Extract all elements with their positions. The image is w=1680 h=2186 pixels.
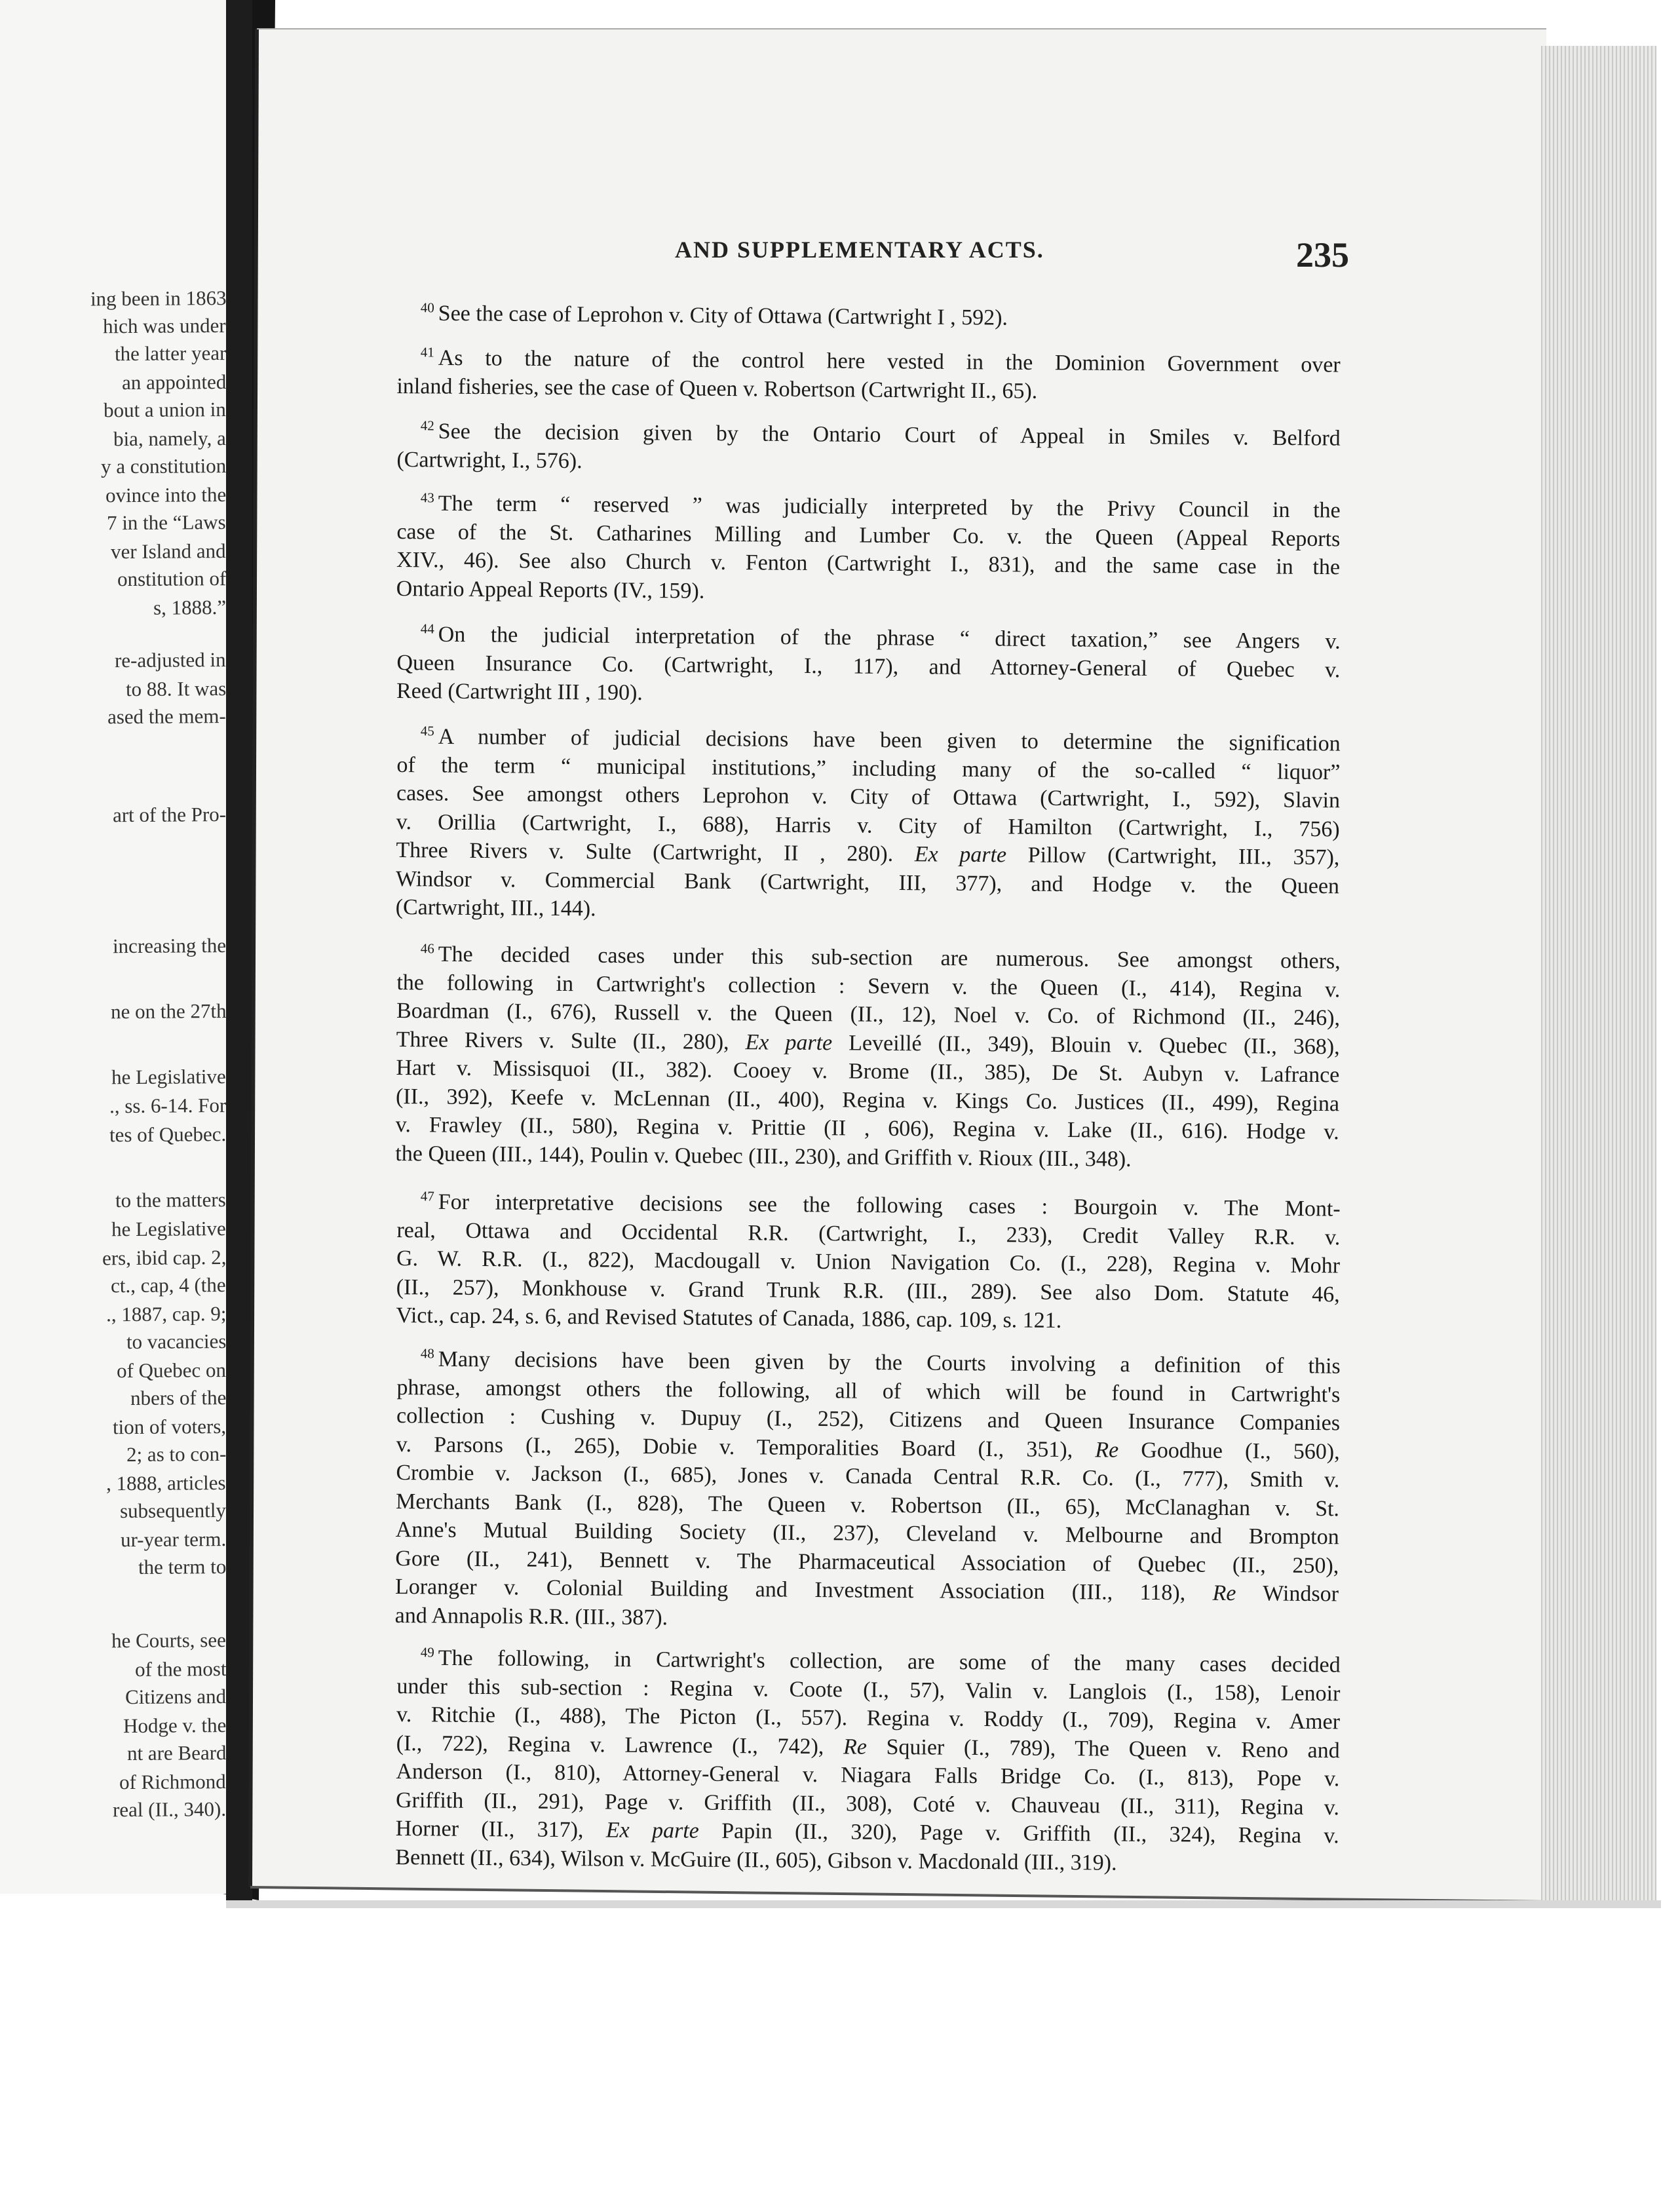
left-page-line: of Richmond	[119, 1770, 226, 1794]
footnote-text: Griffith (II., 291), Page v. Griffith (II., 308), Coté v. Chauveau (II., 311), Regina v.	[395, 1788, 1340, 1820]
left-page-line: real (II., 340).	[112, 1797, 226, 1822]
left-page-line: the latter year	[114, 341, 226, 366]
footnote-text: v. Parsons (I., 265), Dobie v. Temporalities Board (I., 351), Re Goodhue (I., 560),	[396, 1432, 1340, 1465]
footnote-text: Anderson (I., 810), Attorney-General v. Niagara Falls Bridge Co. (I., 813), Pope v.	[396, 1759, 1340, 1792]
footnote-text: Hart v. Missisquoi (II., 382). Cooey v. Brome (II., 385), De St. Aubyn v. Lafrance	[396, 1056, 1340, 1088]
footnote-text: Vict., cap. 24, s. 6, and Revised Statutes of Canada, 1886, cap. 109, s. 121.	[396, 1303, 1062, 1333]
footnote-text: v. Orillia (Cartwright, I., 688), Harris v. City of Hamilton (Cartwright, I., 756)	[396, 809, 1340, 842]
footnote-text: Horner (II., 317), Ex parte Papin (II., 320), Page v. Griffith (II., 324), Regina v.	[395, 1816, 1339, 1849]
left-page-line: tes of Quebec.	[109, 1122, 226, 1147]
footnote-44	[396, 615, 1341, 713]
footnote-text: (II., 392), Keefe v. McLennan (II., 400), Regina v. Kings Co. Justices (II., 499), Regina	[395, 1084, 1340, 1117]
footnote-42	[396, 412, 1341, 482]
left-page-line: hich was under	[103, 314, 226, 338]
footnote-text: case of the St. Catharines Milling and Lumber Co. v. the Queen (Appeal Reports	[396, 519, 1341, 552]
footnote-text: (I., 722), Regina v. Lawrence (I., 742), Re Squier (I., 789), The Queen v. Reno and	[396, 1731, 1340, 1763]
footnote-number: 45	[420, 723, 434, 739]
footnote-text: (Cartwright, I., 576).	[396, 447, 582, 474]
footnote-text: inland fisheries, see the case of Queen v. Robertson (Cartwright II., 65).	[396, 374, 1038, 404]
left-page-line: ne on the 27th	[110, 999, 226, 1024]
footnote-48	[395, 1339, 1341, 1638]
left-page-line: of Quebec on	[116, 1358, 226, 1383]
footnote-number: 40	[420, 299, 434, 316]
left-page-line: bout a union in	[104, 398, 226, 422]
footnote-text: Anne's Mutual Building Society (II., 237), Cleveland v. Melbourne and Brompton	[395, 1518, 1339, 1550]
left-page-line: increasing the	[112, 934, 226, 958]
left-page-line: to the matters	[115, 1188, 226, 1212]
footnote-number: 41	[420, 344, 434, 360]
footnote-text: See the case of Leprohon v. City of Ottawa (Cartwright I , 592).	[438, 301, 1008, 330]
footnote-text: See the decision given by the Ontario Court of Appeal in Smiles v. Belford	[438, 419, 1341, 451]
footnote-45	[396, 717, 1341, 929]
left-page-line: art of the Pro-	[112, 803, 226, 827]
left-page-line: onstitution of	[117, 567, 226, 591]
footnote-46	[395, 934, 1341, 1176]
left-page-line: subsequently	[120, 1499, 226, 1523]
footnote-number: 49	[420, 1644, 434, 1660]
left-page-line: tion of voters,	[112, 1415, 226, 1439]
footnote-text: the following in Cartwright's collection : Severn v. the Queen (I., 414), Regina v.	[396, 970, 1341, 1003]
footnote-text: Three Rivers v. Sulte (II., 280), Ex parte Leveillé (II., 349), Blouin v. Quebec (II., 368),	[396, 1027, 1340, 1060]
left-page-line: ovince into the	[105, 483, 226, 507]
footnote-text: Queen Insurance Co. (Cartwright, I., 117), and Attorney-General of Quebec v.	[396, 650, 1341, 683]
footnote-text: collection : Cushing v. Dupuy (I., 252), Citizens and Queen Insurance Companies	[396, 1404, 1341, 1436]
left-page-line: he Legislative	[111, 1065, 226, 1089]
left-page-line: an appointed	[121, 370, 226, 394]
left-page-line: Hodge v. the	[123, 1714, 226, 1738]
left-page-line: s, 1888.”	[153, 596, 226, 619]
footnote-text: The following, in Cartwright's collection, are some of the many cases decided	[438, 1645, 1341, 1678]
footnote-text: Ontario Appeal Reports (IV., 159).	[396, 576, 705, 604]
footnote-text: Three Rivers v. Sulte (Cartwright, II , 280). Ex parte Pillow (Cartwright, III., 357),	[396, 838, 1340, 870]
left-page-line: ., ss. 6-14. For	[109, 1094, 226, 1118]
footnote-text: Merchants Bank (I., 828), The Queen v. Robertson (II., 65), McClanaghan v. St.	[395, 1489, 1340, 1522]
left-page-line: 7 in the “Laws	[107, 510, 226, 535]
left-page-line: bia, namely, a	[113, 427, 226, 451]
left-page-line: to vacancies	[126, 1330, 226, 1354]
footnote-text: cases. See amongst others Leprohon v. City of Ottawa (Cartwright, I., 592), Slavin	[396, 781, 1341, 813]
footnote-text: v. Ritchie (I., 488), The Picton (I., 557). Regina v. Roddy (I., 709), Regina v. Amer	[396, 1702, 1341, 1735]
footnote-number: 42	[420, 417, 434, 434]
footnote-47	[396, 1182, 1341, 1337]
left-page-line: nbers of the	[130, 1386, 226, 1410]
footnote-text: phrase, amongst others the following, all of which will be found in Cartwright's	[396, 1375, 1341, 1408]
left-page-line: ., 1887, cap. 9;	[105, 1302, 226, 1326]
footnote-number: 44	[420, 621, 434, 637]
left-page-line: , 1888, articles	[106, 1471, 226, 1495]
running-title: AND SUPPLEMENTARY ACTS.	[675, 237, 1044, 263]
footnote-text: under this sub-section : Regina v. Coote (I., 57), Valin v. Langlois (I., 158), Lenoir	[396, 1674, 1341, 1706]
left-page-line: ing been in 1863	[90, 286, 226, 311]
footnote-text: the Queen (III., 144), Poulin v. Quebec (III., 230), and Griffith v. Rioux (III., 348).	[395, 1141, 1132, 1172]
footnote-text: real, Ottawa and Occidental R.R. (Cartwright, I., 233), Credit Valley R.R. v.	[396, 1218, 1341, 1250]
left-page-line: Citizens and	[124, 1685, 226, 1709]
footnote-text: XIV., 46). See also Church v. Fenton (Cartwright I., 831), and the same case in the	[396, 548, 1341, 580]
footnote-number: 48	[420, 1345, 434, 1362]
footnote-text: Boardman (I., 676), Russell v. the Queen (II., 12), Noel v. Co. of Richmond (II., 246),	[396, 999, 1341, 1031]
footnote-text: G. W. R.R. (I., 822), Macdougall v. Union Navigation Co. (I., 228), Regina v. Mohr	[396, 1246, 1341, 1278]
left-page-line: nt are Beard	[126, 1741, 226, 1765]
footnote-49	[395, 1638, 1341, 1879]
footnote-text: Loranger v. Colonial Building and Investment Association (III., 118), Re Windsor	[394, 1575, 1339, 1607]
footnote-text: (II., 257), Monkhouse v. Grand Trunk R.R. (III., 289). See also Dom. Statute 46,	[396, 1275, 1340, 1307]
left-page-line: he Legislative	[111, 1217, 226, 1241]
left-page-line: the term to	[138, 1555, 226, 1579]
footnote-text: Windsor v. Commercial Bank (Cartwright, III, 377), and Hodge v. the Queen	[395, 866, 1340, 899]
footnote-text: (Cartwright, III., 144).	[395, 895, 596, 921]
page-edges	[1541, 46, 1656, 1900]
footnote-number: 43	[420, 489, 434, 506]
footnote-text: Bennett (II., 634), Wilson v. McGuire (II., 605), Gibson v. Macdonald (III., 319).	[395, 1845, 1117, 1875]
footnote-text: and Annapolis R.R. (III., 387).	[394, 1603, 668, 1630]
footnote-text: On the judicial interpretation of the phrase “ direct taxation,” see Angers v.	[438, 622, 1341, 654]
left-page-line: of the most	[134, 1657, 226, 1681]
left-page-line: he Courts, see	[111, 1628, 226, 1653]
left-page-line: ur-year term.	[120, 1527, 226, 1552]
footnote-text: Crombie v. Jackson (I., 685), Jones v. Canada Central R.R. Co. (I., 777), Smith v.	[396, 1461, 1340, 1493]
left-page-fragment	[0, 0, 226, 1894]
footnote-text: Many decisions have been given by the Courts involving a definition of this	[438, 1347, 1341, 1379]
footnote-text: Gore (II., 241), Bennett v. The Pharmaceutical Association of Quebec (II., 250),	[395, 1546, 1339, 1579]
left-page-line: ct., cap, 4 (the	[111, 1273, 226, 1297]
left-page-line: 2; as to con-	[126, 1442, 226, 1467]
footnote-text: The decided cases under this sub-section are numerous. See amongst others,	[438, 942, 1341, 974]
left-page-line: ers, ibid cap. 2,	[102, 1246, 226, 1270]
footnote-text: of the term “ municipal institutions,” including many of the so-called “ liquor”	[396, 752, 1341, 785]
footnote-41	[396, 338, 1341, 408]
footnote-number: 47	[420, 1188, 434, 1204]
footnote-text: v. Frawley (II., 580), Regina v. Prittie (II , 606), Regina v. Lake (II., 616). Hodge v.	[395, 1113, 1339, 1145]
footnote-text: The term “ reserved ” was judicially interpreted by the Privy Council in the	[438, 491, 1341, 523]
footnote-text: A number of judicial decisions have been given to determine the signification	[438, 724, 1341, 756]
footnote-text: For interpretative decisions see the following cases : Bourgoin v. The Mont-	[438, 1189, 1341, 1221]
page-number: 235	[1296, 235, 1349, 275]
left-page-line: ased the mem-	[107, 704, 226, 729]
left-page-line: re-adjusted in	[115, 648, 226, 672]
footnote-number: 46	[420, 940, 434, 957]
footnote-text: Reed (Cartwright III , 190).	[396, 679, 643, 706]
left-page-line: to 88. It was	[125, 677, 226, 701]
footnote-text: As to the nature of the control here vested in the Dominion Government over	[438, 345, 1341, 377]
footnote-43	[396, 484, 1341, 611]
left-page-line: ver Island and	[111, 539, 226, 564]
left-page-line: y a constitution	[100, 454, 226, 478]
